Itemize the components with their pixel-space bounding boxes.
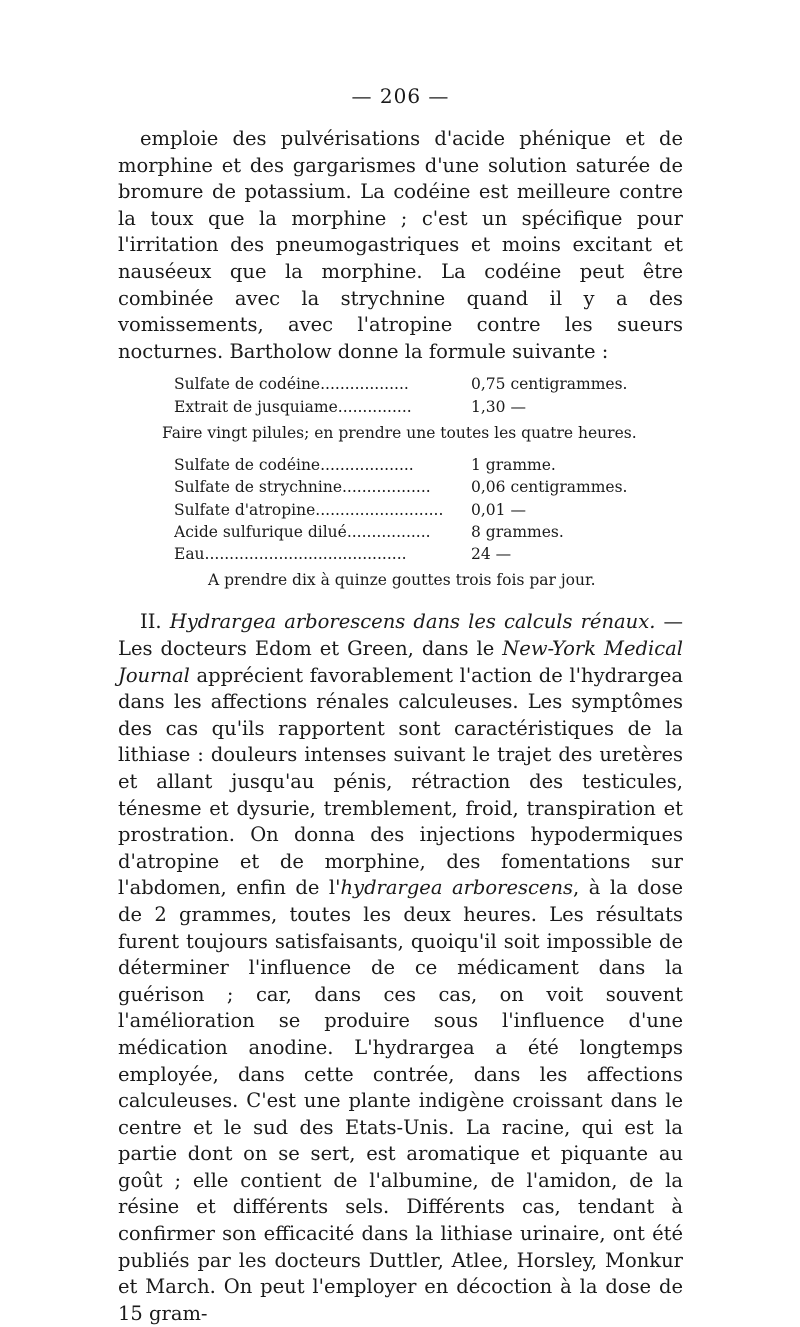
ingredient-quantity: 1 gramme. xyxy=(471,455,556,474)
section-dash: — xyxy=(655,610,683,634)
formula-2-row xyxy=(174,454,683,476)
formula-1-row xyxy=(174,373,683,395)
formula-1-row xyxy=(174,396,683,418)
drug-name: hydrargea arborescens xyxy=(340,876,574,900)
section-number: II. xyxy=(140,610,162,634)
formula-1 xyxy=(174,373,683,418)
intro-paragraph: emploie des pulvérisations d'acide phénique et de morphine et des gargarismes d'une solution saturée de bromure de potassium. La codéine est meilleure contre la toux que la morphine ; c'est un spécifique pour l'irritation des pneumogastriques et moins excitant et nauséeux que la morphine. La codéine peut être combinée avec la strychnine quand il y a des vomissements, avec l'atropine contre les sueurs nocturnes. Bartholow donne la formule suivante : xyxy=(118,127,683,363)
formula-1-instruction: Faire vingt pilules; en prendre une toutes les quatre heures. xyxy=(162,423,637,442)
formula-2-row xyxy=(174,521,683,543)
book-page xyxy=(118,84,683,1327)
formula-2-row xyxy=(174,499,683,521)
ingredient-name: Extrait de jusquiame............... xyxy=(174,397,412,416)
ingredient-quantity: 24 — xyxy=(471,545,512,564)
ingredient-quantity: 0,01 — xyxy=(471,500,526,519)
section-2-paragraph xyxy=(118,609,683,1327)
section-title: Hydrargea arborescens dans les calculs rénaux. xyxy=(169,610,656,634)
ingredient-quantity: 0,75 centigrammes. xyxy=(471,375,628,394)
ingredient-name: Acide sulfurique dilué................. xyxy=(174,522,431,541)
formula-2-row xyxy=(174,543,683,565)
section-text-a: Les docteurs Edom et Green, dans le xyxy=(118,637,503,661)
journal-title: New-York Medical Journal xyxy=(118,637,683,687)
formula-2 xyxy=(174,454,683,565)
ingredient-quantity: 0,06 centigrammes. xyxy=(471,478,628,497)
ingredient-name: Sulfate de strychnine.................. xyxy=(174,478,431,497)
ingredient-quantity: 1,30 — xyxy=(471,397,526,416)
ingredient-name: Eau......................................... xyxy=(174,545,407,564)
formula-2-instruction: A prendre dix à quinze gouttes trois fois par jour. xyxy=(208,571,596,590)
ingredient-name: Sulfate d'atropine.......................... xyxy=(174,500,444,519)
ingredient-name: Sulfate de codéine.................. xyxy=(174,375,409,394)
section-text-c: , à la dose de 2 grammes, toutes les deux heures. Les résultats furent toujours satisfaisants, quoiqu'il soit impossible de déterminer l'influence de ce médicament dans la guérison ; car, dans ces cas, on voit souvent l'amélioration se produire sous l'influence d'une médication anodine. L'hydrargea a été longtemps employée, dans cette contrée, dans les affections calculeuses. C'est une plante indigène croissant dans le centre et le sud des Etats-Unis. La racine, qui est la partie dont on se sert, est aromatique et piquante au goût ; elle contient de l'albumine, de l'amidon, de la résine et différents sels. Différents cas, tendant à confirmer son efficacité dans la lithiase urinaire, ont été publiés par les docteurs Duttler, Atlee, Horsley, Monkur et March. On peut l'employer en décoction à la dose de 15 gram- xyxy=(118,876,683,1325)
ingredient-quantity: 8 grammes. xyxy=(471,522,564,541)
ingredient-name: Sulfate de codéine................... xyxy=(174,455,414,474)
formula-2-row xyxy=(174,476,683,498)
section-text-b: apprécient favorablement l'action de l'hydrargea dans les affections rénales calculeuses. Les symptômes des cas qu'ils rapportent sont caractéristiques de la lithiase : douleurs intenses suivant le trajet des uretères et allant jusqu'au pénis, rétraction des testicules, ténesme et dysurie, tremblement, froid, transpiration et prostration. On donna des injections hypodermiques d'atropine et de morphine, des fomentations sur l'abdomen, enfin de l' xyxy=(118,663,683,900)
page-number: — 206 — xyxy=(351,84,450,108)
